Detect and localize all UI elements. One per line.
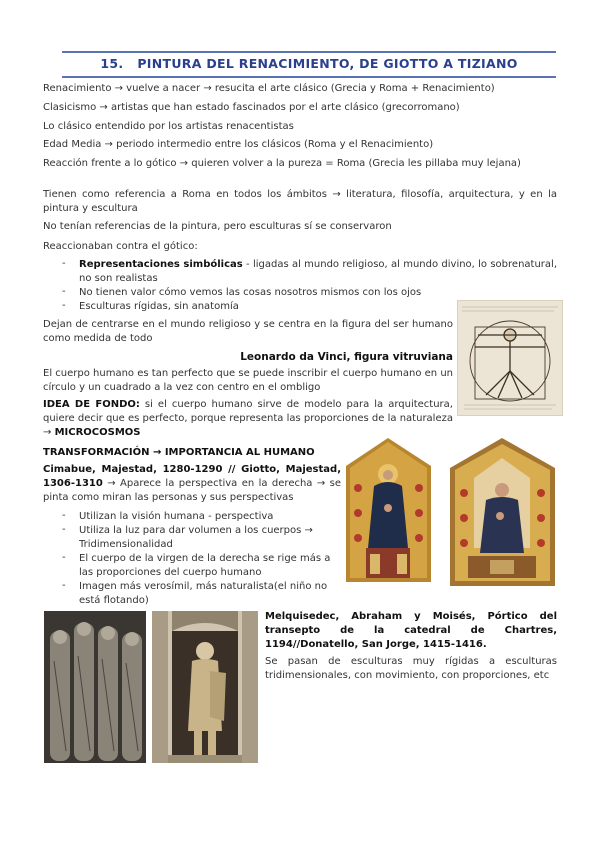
- paragraph-referencia: Tienen como referencia a Roma en todos los ámbitos → literatura, filosofía, arquitectura, y en la pintura y escultura: [43, 189, 557, 214]
- caption-chartres: Melquisedec, Abraham y Moisés, Pórtico del transepto de la catedral de Chartres, 1194//Donatello, San Jorge, 1415-1416.: [265, 611, 557, 650]
- bullet-representaciones: [79, 258, 557, 285]
- works-rest: → Aparece la perspectiva en la derecha → se pinta como miran las personas y sus perspectivas: [43, 478, 341, 503]
- bullet-dash: -: [62, 552, 66, 563]
- caption-vitruviana: Leonardo da Vinci, figura vitruviana: [240, 351, 453, 363]
- bullet-valor: No tienen valor cómo vemos las cosas nosotros mismos con los ojos: [79, 287, 422, 298]
- title-bottom-rule: [62, 76, 556, 78]
- chartres-sculptures-image: [44, 611, 146, 763]
- idea-end: MICROCOSMOS: [54, 427, 141, 438]
- heading-transformacion: TRANSFORMACIÓN → IMPORTANCIA AL HUMANO: [43, 447, 315, 458]
- title-number: 15.: [100, 56, 124, 71]
- bullet-luz: Utiliza la luz para dar volumen a los cuerpos → Tridimensionalidad: [79, 525, 313, 550]
- paragraph-cuerpo-humano: El cuerpo humano es tan perfecto que se puede inscribir el cuerpo humano en un círculo y un cuadrado a la vez con centro en el ombligo: [43, 368, 453, 393]
- paragraph-cimabue: [43, 463, 341, 505]
- paragraph-dejan: Dejan de centrarse en el mundo religioso y se centra en la figura del ser humano como medida de todo: [43, 319, 453, 344]
- idea-label: IDEA DE FONDO:: [43, 399, 140, 410]
- title-text: PINTURA DEL RENACIMIENTO, DE GIOTTO A TIZIANO: [137, 56, 518, 71]
- bullet-rest: - ligadas al mundo religioso, al mundo divino, lo sobrenatural, no son realistas: [79, 259, 557, 284]
- title-top-rule: [62, 51, 556, 53]
- bullet-dash: -: [62, 300, 66, 311]
- bullet-dash: -: [62, 580, 66, 591]
- works-label: Cimabue, Majestad, 1280-1290 // Giotto, Majestad, 1306-1310: [43, 464, 341, 489]
- paragraph-edad-media: Edad Media → periodo intermedio entre los clásicos (Roma y el Renacimiento): [43, 139, 434, 150]
- bullet-dash: -: [62, 510, 66, 521]
- bullet-virgen: El cuerpo de la virgen de la derecha se rige más a las proporciones del cuerpo humano: [79, 553, 331, 578]
- paragraph-clasicismo: Clasicismo → artistas que han estado fascinados por el arte clásico (grecorromano): [43, 102, 460, 113]
- bullet-esculturas: Esculturas rígidas, sin anatomía: [79, 301, 239, 312]
- page-title: [62, 56, 556, 71]
- bullet-dash: -: [62, 286, 66, 297]
- paragraph-idea-fondo: [43, 398, 453, 440]
- paragraph-referencias: No tenían referencias de la pintura, pero esculturas sí se conservaron: [43, 221, 392, 232]
- bullet-bold: Representaciones simbólicas: [79, 259, 243, 270]
- paragraph-reaccion: Reacción frente a lo gótico → quieren volver a la pureza = Roma (Grecia les pillaba muy lejana): [43, 158, 521, 169]
- bullet-dash: -: [62, 258, 66, 269]
- vitruvian-man-image: [457, 300, 563, 416]
- paragraph-renacimiento: Renacimiento → vuelve a nacer → resucita el arte clásico (Grecia y Roma + Renacimiento): [43, 83, 495, 94]
- idea-text: si el cuerpo humano sirve de modelo para la arquitectura, quiere decir que es perfecto, porque representa las proporciones de la naturaleza →: [43, 399, 453, 438]
- cimabue-majestad-image: [346, 438, 431, 582]
- giotto-majestad-image: [450, 438, 555, 586]
- san-jorge-image: [152, 611, 258, 763]
- paragraph-clasico: Lo clásico entendido por los artistas renacentistas: [43, 121, 294, 132]
- paragraph-reaccionaban: Reaccionaban contra el gótico:: [43, 241, 198, 252]
- bullet-vision: Utilizan la visión humana - perspectiva: [79, 511, 274, 522]
- paragraph-esculturas: Se pasan de esculturas muy rígidas a esculturas tridimensionales, con movimiento, con proporciones, etc: [265, 656, 557, 681]
- bullet-verosimil: Imagen más verosímil, más naturalista(el niño no está flotando): [79, 581, 328, 606]
- bullet-dash: -: [62, 524, 66, 535]
